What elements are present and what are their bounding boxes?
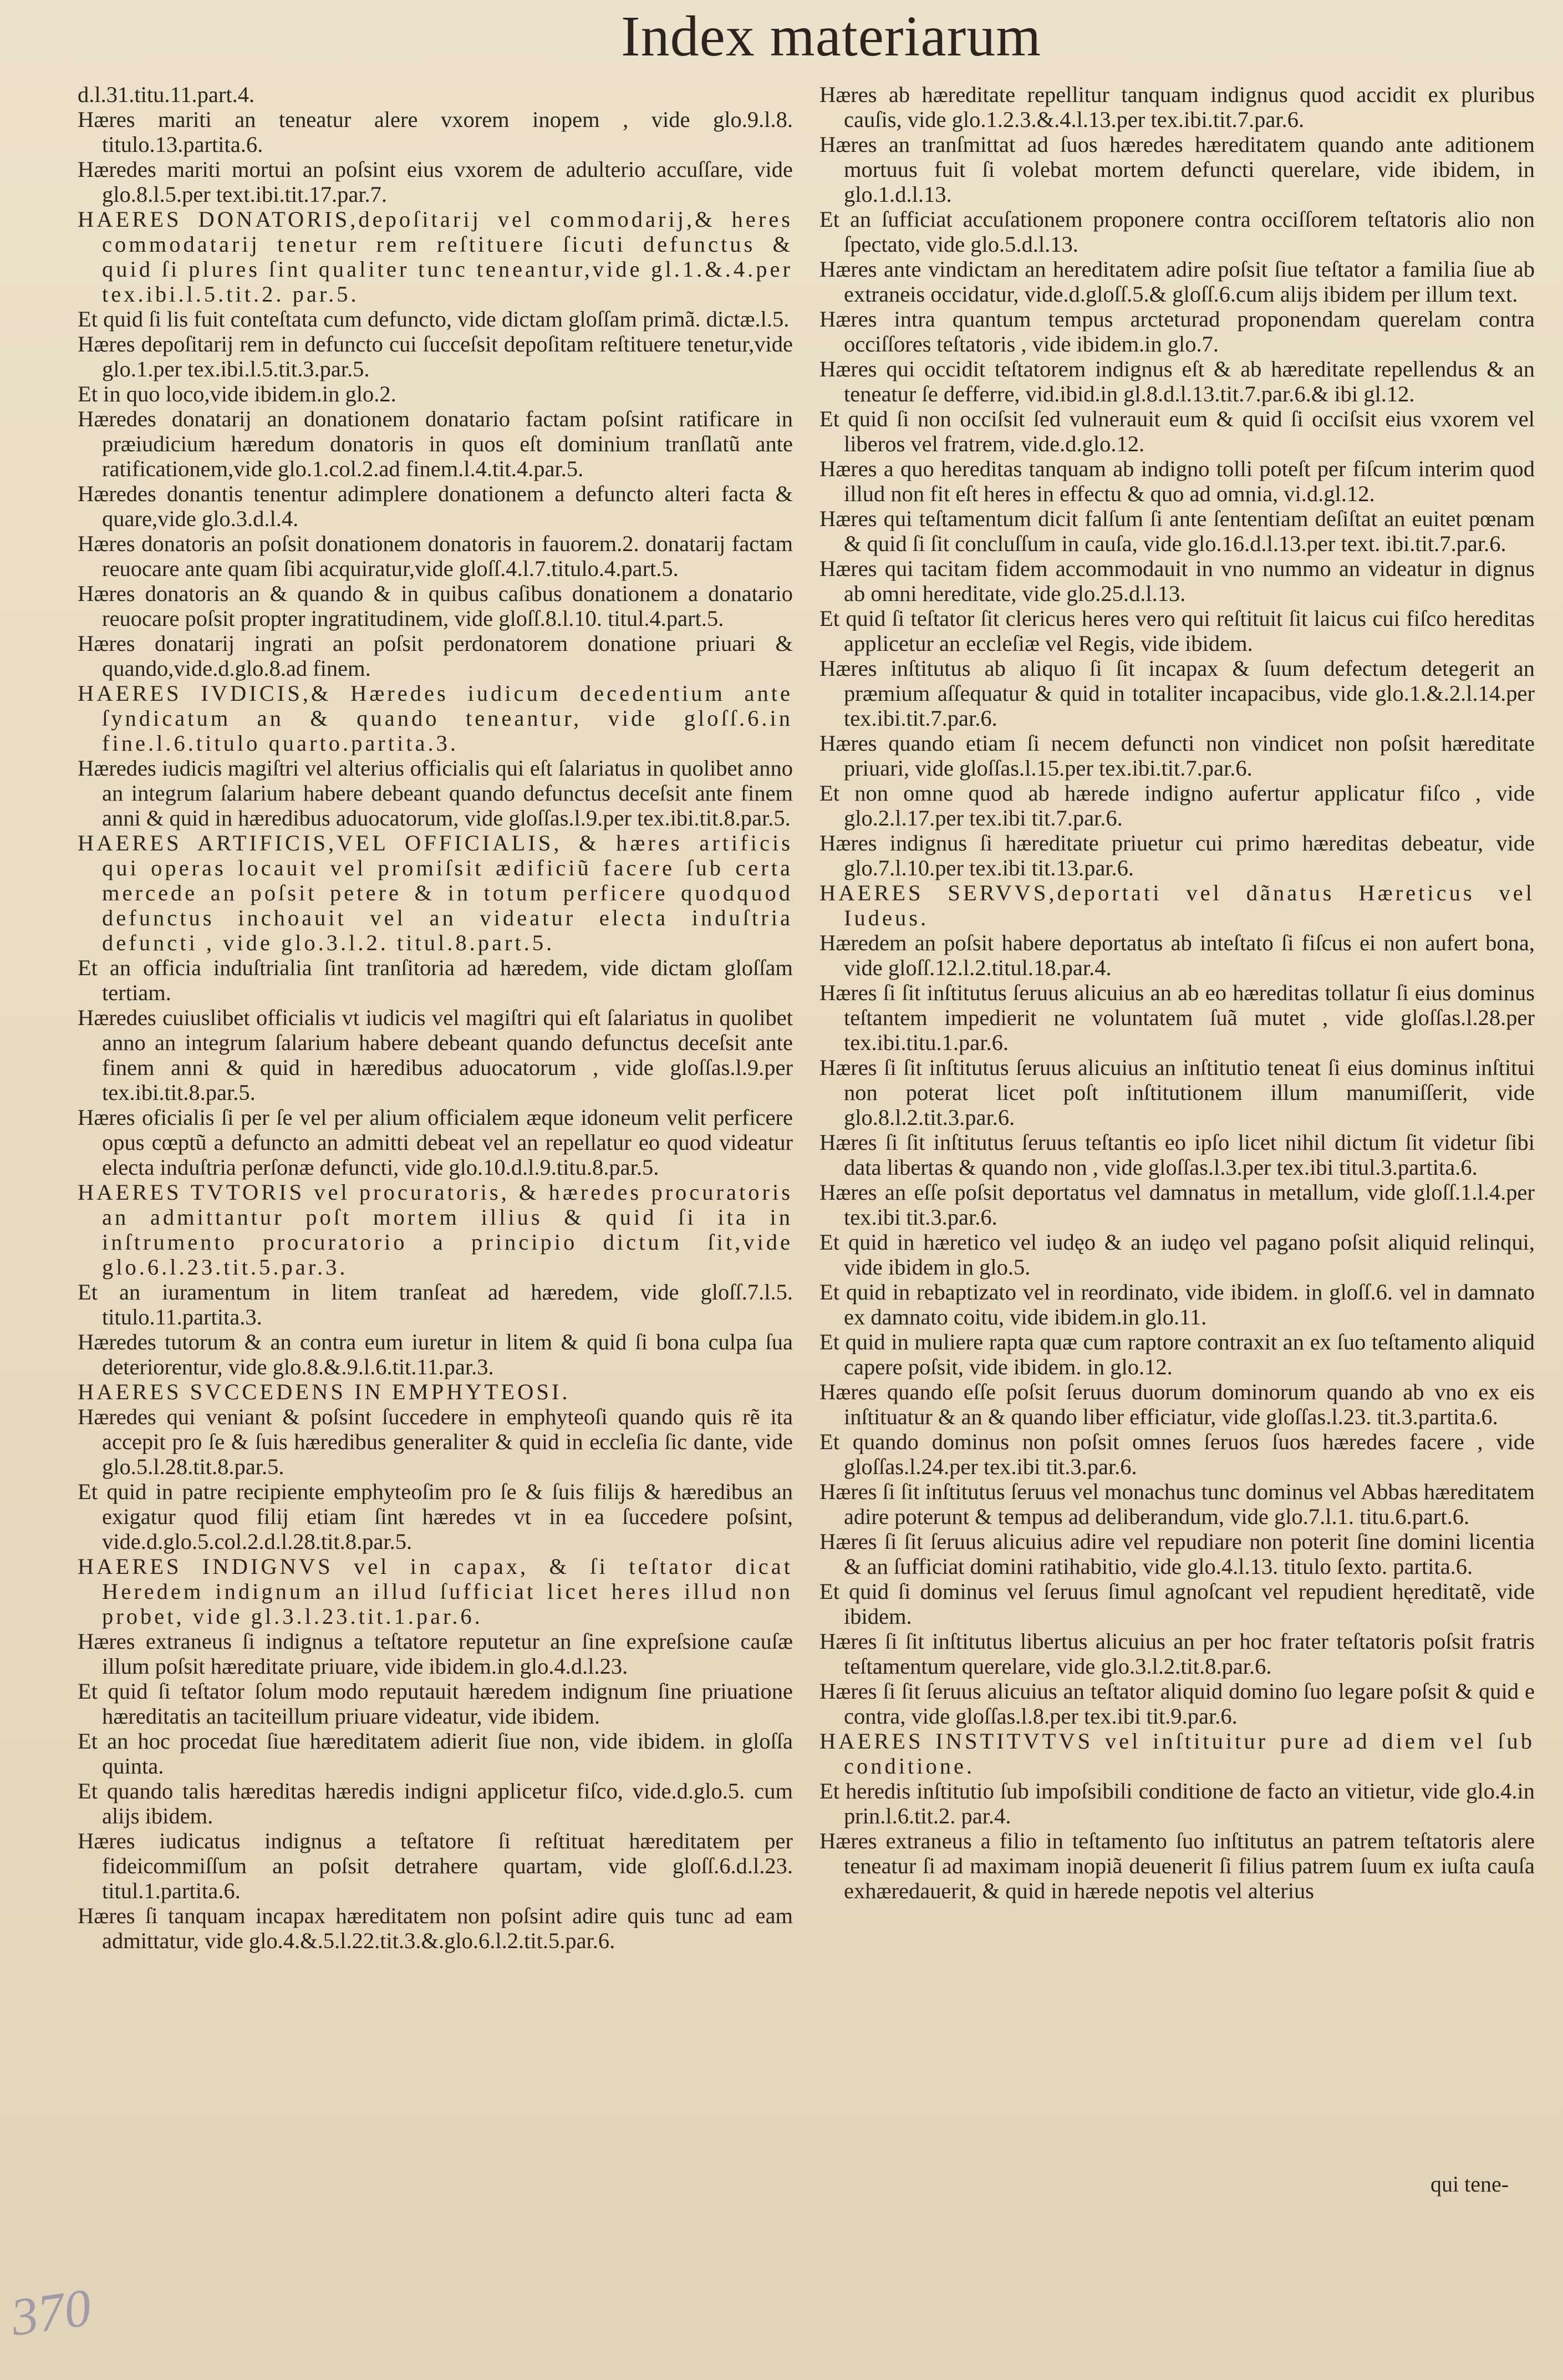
index-entry: Hæres ſi ſit inſtitutus ſeruus teſtantis eo ipſo licet nihil dictum ſit videtur ſibi data libertas & quando non , vide gloſſas.l.3.per tex.ibi titul.3.partita.6. (819, 1130, 1535, 1180)
index-entry: Hæres a quo hereditas tanquam ab indigno tolli poteſt per fiſcum interim quod illud non fit eſt heres in effectu & quo ad omnia, vi.d.gl.12. (819, 456, 1535, 506)
index-entry: Et in quo loco,vide ibidem.in glo.2. (78, 381, 396, 406)
index-entry: Hæres ſi tanquam incapax hæreditatem non poſsint adire quis tunc ad eam admittatur, vide glo.4.&.5.l.22.tit.3.&.glo.6.l.2.tit.5.par.6. (78, 1903, 793, 1953)
index-entry: Hæres depoſitarij rem in defuncto cui ſucceſsit depoſitam reſtituere tenetur,vide glo.1.per tex.ibi.l.5.tit.3.par.5. (78, 332, 793, 381)
handwritten-folio-number: 370 (7, 2277, 95, 2347)
index-entry: Hæres donatoris an & quando & in quibus caſibus donationem a donatario reuocare poſsit propter ingratitudinem, vide gloſſ.8.l.10. titul.4.part.5. (78, 581, 793, 631)
index-entry: Et quid ſi teſtator ſolum modo reputauit hæredem indignum ſine priuatione hæreditatis an taciteillum priuare videatur, vide ibidem. (78, 1679, 793, 1729)
index-entry: Et quid in muliere rapta quæ cum raptore contraxit an ex ſuo teſtamento aliquid capere poſsit, vide ibidem. in glo.12. (819, 1329, 1535, 1379)
index-entry: Hæres ſi ſit inſtitutus ſeruus vel monachus tunc dominus vel Abbas hæreditatem adire poterunt & tempus ad deliberandum, vide glo.7.l.1. titu.6.part.6. (819, 1479, 1535, 1529)
index-entry: HAERES TVTORIS vel procuratoris, & hæredes procuratoris an admittantur poſt mortem illius & quid ſi ita in inſtrumento procuratorio a principio dictum ſit,vide glo.6.l.23.tit.5.par.3. (78, 1180, 793, 1280)
index-entry: Et quid in patre recipiente emphyteoſim pro ſe & ſuis filijs & hæredibus an exigatur quod filij etiam ſint hæredes vt in ea ſuccedere poſsint, vide.d.glo.5.col.2.d.l.28.tit.8.par.5. (78, 1479, 793, 1554)
index-entry: Hæres extraneus a filio in teſtamento ſuo inſtitutus an patrem teſtatoris alere teneatur ſi ad maximam inopiã deuenerit ſi filius patrem ſuum ex iuſta cauſa exhæredauerit, & quid in hærede nepotis vel alterius (819, 1828, 1535, 1903)
index-entry: Et an ſufficiat accuſationem proponere contra occiſſorem teſtatoris alio non ſpectato, vide glo.5.d.l.13. (819, 207, 1535, 257)
index-entry: Hæres oficialis ſi per ſe vel per alium officialem æque idoneum velit perficere opus cœptũ a defuncto an admitti debeat vel an repellatur eo quod videatur electa induſtria perſonæ defuncti, vide glo.10.d.l.9.titu.8.par.5. (78, 1105, 793, 1180)
index-entry: Et an iuramentum in litem tranſeat ad hæredem, vide gloſſ.7.l.5. titulo.11.partita.3. (78, 1280, 793, 1329)
index-entry: Hæres ſi ſit inſtitutus ſeruus alicuius an inſtitutio teneat ſi eius dominus inſtitui non poterat licet poſt inſtitutionem illum manumiſſerit, vide glo.8.l.2.tit.3.par.6. (819, 1055, 1535, 1130)
index-entry: Hæres quando eſſe poſsit ſeruus duorum dominorum quando ab vno ex eis inſtituatur & an & quando liber efficiatur, vide gloſſas.l.23. tit.3.partita.6. (819, 1379, 1535, 1429)
index-entry: Et quando dominus non poſsit omnes ſeruos ſuos hæredes facere , vide gloſſas.l.24.per tex.ibi tit.3.par.6. (819, 1429, 1535, 1479)
running-title: Index materiarum (621, 4, 1042, 68)
index-entry: Hæres iudicatus indignus a teſtatore ſi reſtituat hæreditatem per fideicommiſſum an poſsit detrahere quartam, vide gloſſ.6.d.l.23. titul.1.partita.6. (78, 1828, 793, 1903)
index-entry: Hæredes qui veniant & poſsint ſuccedere in emphyteoſi quando quis rẽ ita accepit pro ſe & ſuis hæredibus generaliter & quid in eccleſia ſic dante, vide glo.5.l.28.tit.8.par.5. (78, 1404, 793, 1479)
index-entry: HAERES DONATORIS,depoſitarij vel commodarij,& heres commodatarij tenetur rem reſtituere ſicuti defunctus & quid ſi plures ſint qualiter tunc teneantur,vide gl.1.&.4.per tex.ibi.l.5.tit.2. par.5. (78, 207, 793, 307)
index-entry: Hæres donatoris an poſsit donationem donatoris in fauorem.2. donatarij factam reuocare ante quam ſibi acquiratur,vide gloſſ.4.l.7.titulo.4.part.5. (78, 531, 793, 581)
index-entry: Hæres ſi ſit inſtitutus libertus alicuius an per hoc frater teſtatoris poſsit fratris teſtamentum querelare, vide glo.3.l.2.tit.8.par.6. (819, 1629, 1535, 1679)
index-entry: Et an officia induſtrialia ſint tranſitoria ad hæredem, vide dictam gloſſam tertiam. (78, 955, 793, 1005)
index-entry: d.l.31.titu.11.part.4. (78, 82, 255, 107)
index-entry: Hæres ab hæreditate repellitur tanquam indignus quod accidit ex pluribus cauſis, vide glo.1.2.3.&.4.l.13.per tex.ibi.tit.7.par.6. (819, 82, 1535, 132)
index-entry: Et quid in rebaptizato vel in reordinato, vide ibidem. in gloſſ.6. vel in damnato ex damnato coitu, vide ibidem.in glo.11. (819, 1280, 1535, 1329)
index-entry: Hæredes tutorum & an contra eum iuretur in litem & quid ſi bona culpa ſua deteriorentur, vide glo.8.&.9.l.6.tit.11.par.3. (78, 1329, 793, 1379)
index-entry: Et quid in hæretico vel iudęo & an iudęo vel pagano poſsit aliquid relinqui, vide ibidem in glo.5. (819, 1230, 1535, 1280)
index-entry: Hæredes donatarij an donationem donatario factam poſsint ratificare in præiudicium hæredum donatoris in quos eſt dominium tranſlatũ ante ratificationem,vide glo.1.col.2.ad finem.l.4.tit.4.par.5. (78, 406, 793, 481)
index-entry: Et non omne quod ab hærede indigno aufertur applicatur fiſco , vide glo.2.l.17.per tex.ibi tit.7.par.6. (819, 781, 1535, 830)
index-entry: Hæres qui occidit teſtatorem indignus eſt & ab hæreditate repellendus & an teneatur ſe defferre, vid.ibid.in gl.8.d.l.13.tit.7.par.6.& ibi gl.12. (819, 356, 1535, 406)
index-entry: Hæredes iudicis magiſtri vel alterius officialis qui eſt ſalariatus in quolibet anno an integrum ſalarium habere debeant quando defunctus deceſsit ante finem anni & quid in hæredibus aduocatorum, vide gloſſas.l.9.per tex.ibi.tit.8.par.5. (78, 756, 793, 830)
index-entry: HAERES IVDICIS,& Hæredes iudicum decedentium ante ſyndicatum an & quando teneantur, vide gloſſ.6.in fine.l.6.titulo quarto.partita.3. (78, 681, 793, 756)
index-entry: Hæredes mariti mortui an poſsint eius vxorem de adulterio accuſſare, vide glo.8.l.5.per text.ibi.tit.17.par.7. (78, 157, 793, 207)
index-entry: Hæres qui tacitam fidem accommodauit in vno nummo an videatur in dignus ab omni hereditate, vide glo.25.d.l.13. (819, 556, 1535, 606)
index-entry: Hæredem an poſsit habere deportatus ab inteſtato ſi fiſcus ei non aufert bona, vide gloſſ.12.l.2.titul.18.par.4. (819, 930, 1535, 980)
index-entry: HAERES ARTIFICIS,VEL OFFICIALIS, & hæres artificis qui operas locauit vel promiſsit ædificiũ facere ſub certa mercede an poſsit petere & in totum perficere quodquod defunctus inchoauit vel an videatur electa induſtria defuncti , vide glo.3.l.2. titul.8.part.5. (78, 830, 793, 955)
index-entry: Hæres extraneus ſi indignus a teſtatore reputetur an ſine expreſsione cauſæ illum poſsit hæreditate priuare, vide ibidem.in glo.4.d.l.23. (78, 1629, 793, 1679)
index-entry: Hæres indignus ſi hæreditate priuetur cui primo hæreditas debeatur, vide glo.7.l.10.per tex.ibi tit.13.par.6. (819, 830, 1535, 880)
index-entry: Hæres an tranſmittat ad ſuos hæredes hæreditatem quando ante aditionem mortuus fuit ſi volebat mortem defuncti querelare, vide ibidem, in glo.1.d.l.13. (819, 132, 1535, 207)
index-entry: Hæres ante vindictam an hereditatem adire poſsit ſiue teſtator a familia ſiue ab extraneis occidatur, vide.d.gloſſ.5.& gloſſ.6.cum alijs ibidem per illum text. (819, 257, 1535, 307)
index-column-right (819, 82, 1535, 2178)
index-entry: Et heredis inſtitutio ſub impoſsibili conditione de facto an vitietur, vide glo.4.in prin.l.6.tit.2. par.4. (819, 1778, 1535, 1828)
index-entry: Et quid ſi non occiſsit ſed vulnerauit eum & quid ſi occiſsit eius vxorem vel liberos vel fratrem, vide.d.glo.12. (819, 406, 1535, 456)
index-entry: Hæres ſi ſit ſeruus alicuius an teſtator aliquid domino ſuo legare poſsit & quid e contra, vide gloſſas.l.8.per tex.ibi tit.9.par.6. (819, 1679, 1535, 1729)
catchword: qui tene- (1430, 2172, 1509, 2196)
index-entry: Et quid ſi teſtator ſit clericus heres vero qui reſtituit ſit laicus cui fiſco hereditas applicetur an eccleſiæ vel Regis, vide ibidem. (819, 606, 1535, 656)
index-entry: Hæres mariti an teneatur alere vxorem inopem , vide glo.9.l.8. titulo.13.partita.6. (78, 107, 793, 157)
index-entry: Et quid ſi dominus vel ſeruus ſimul agnoſcant vel repudient hęreditatẽ, vide ibidem. (819, 1579, 1535, 1629)
index-entry: Hæres inſtitutus ab aliquo ſi ſit incapax & ſuum defectum detegerit an præmium aſſequatur & quid in totaliter incapacibus, vide glo.1.&.2.l.14.per tex.ibi.tit.7.par.6. (819, 656, 1535, 731)
index-entry: Hæredes cuiuslibet officialis vt iudicis vel magiſtri qui eſt ſalariatus in quolibet anno an integrum ſalarium habere debeant quando defunctus deceſsit ante finem anni & quid in hæredibus aduocatorum , vide gloſſas.l.9.per tex.ibi.tit.8.par.5. (78, 1005, 793, 1105)
index-entry: HAERES INSTITVTVS vel inſtituitur pure ad diem vel ſub conditione. (819, 1729, 1535, 1778)
index-entry: Hæres an eſſe poſsit deportatus vel damnatus in metallum, vide gloſſ.1.l.4.per tex.ibi tit.3.par.6. (819, 1180, 1535, 1230)
index-entry: Hæres donatarij ingrati an poſsit perdonatorem donatione priuari & quando,vide.d.glo.8.ad finem. (78, 631, 793, 681)
index-entry: Hæres ſi ſit inſtitutus ſeruus alicuius an ab eo hæreditas tollatur ſi eius dominus teſtantem impedierit ne voluntatem ſuã mutet , vide gloſſas.l.28.per tex.ibi.titu.1.par.6. (819, 980, 1535, 1055)
index-entry: Hæres qui teſtamentum dicit falſum ſi ante ſententiam deſiſtat an euitet pœnam & quid ſi ſit concluſſum in cauſa, vide glo.16.d.l.13.per text. ibi.tit.7.par.6. (819, 506, 1535, 556)
index-entry: HAERES INDIGNVS vel in capax, & ſi teſtator dicat Heredem indignum an illud ſufficiat licet heres illud non probet, vide gl.3.l.23.tit.1.par.6. (78, 1554, 793, 1629)
index-entry: Et quando talis hæreditas hæredis indigni applicetur fiſco, vide.d.glo.5. cum alijs ibidem. (78, 1778, 793, 1828)
index-entry: Et quid ſi lis fuit conteſtata cum defuncto, vide dictam gloſſam primã. dictæ.l.5. (78, 307, 790, 332)
index-entry: HAERES SVCCEDENS IN EMPHYTEOSI. (78, 1379, 571, 1404)
index-entry: HAERES SERVVS,deportati vel dãnatus Hæreticus vel Iudeus. (819, 880, 1535, 930)
index-column-left (78, 82, 793, 2178)
index-entry: Hæredes donantis tenentur adimplere donationem a defuncto alteri facta & quare,vide glo.3.d.l.4. (78, 481, 793, 531)
index-entry: Hæres ſi ſit ſeruus alicuius adire vel repudiare non poterit ſine domini licentia & an ſufficiat domini ratihabitio, vide glo.4.l.13. titulo ſexto. partita.6. (819, 1529, 1535, 1579)
index-entry: Hæres quando etiam ſi necem defuncti non vindicet non poſsit hæreditate priuari, vide gloſſas.l.15.per tex.ibi.tit.7.par.6. (819, 731, 1535, 781)
index-entry: Et an hoc procedat ſiue hæreditatem adierit ſiue non, vide ibidem. in gloſſa quinta. (78, 1729, 793, 1778)
index-entry: Hæres intra quantum tempus arcteturad proponendam querelam contra occiſſores teſtatoris , vide ibidem.in glo.7. (819, 307, 1535, 356)
